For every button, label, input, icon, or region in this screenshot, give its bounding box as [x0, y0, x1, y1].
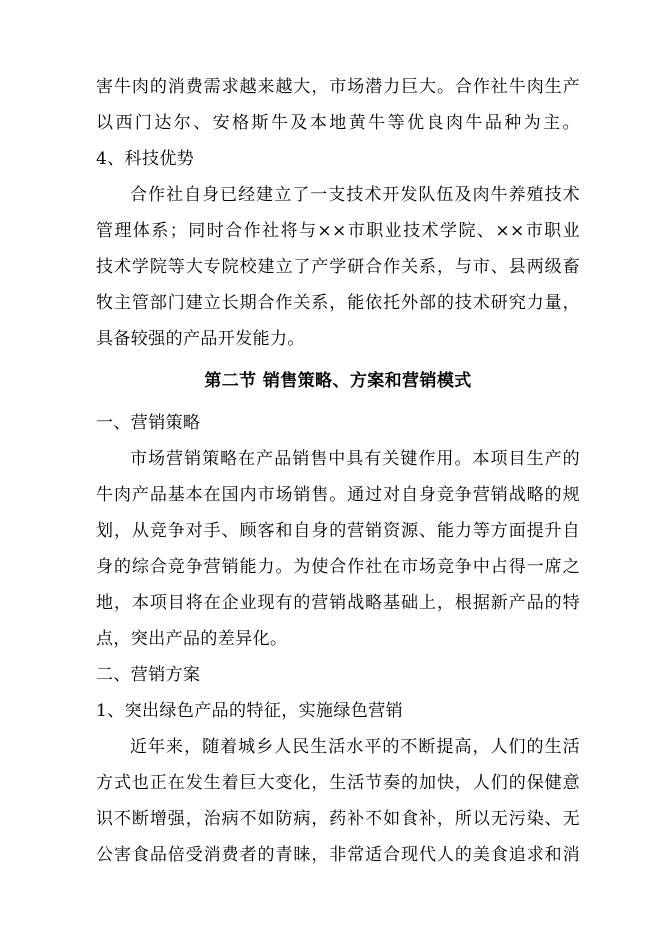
paragraph-line: 身的综合竞争营销能力。为使合作社在市场竞争中占得一席之 [96, 557, 580, 577]
paragraph-line: 点，突出产品的差异化。 [96, 629, 288, 649]
paragraph-line: 以西门达尔、安格斯牛及本地黄牛等优良肉牛品种为主。 [96, 113, 580, 133]
paragraph-line: 具备较强的产品开发能力。 [96, 329, 305, 349]
paragraph-line: 划，从竞争对手、顾客和自身的营销资源、能力等方面提升自 [96, 521, 580, 541]
paragraph-line: 管理体系；同时合作社将与××市职业技术学院、××市职业 [96, 221, 580, 241]
paragraph-line: 市场营销策略在产品销售中具有关键作用。本项目生产的 [130, 449, 580, 469]
paragraph-line: 牛肉产品基本在国内市场销售。通过对自身竞争营销战略的规 [96, 485, 580, 505]
paragraph-line: 害牛肉的消费需求越来越大，市场潜力巨大。合作社牛肉生产 [96, 77, 580, 97]
subsection-heading-green-marketing: 1、突出绿色产品的特征，实施绿色营销 [96, 701, 404, 721]
paragraph-line: 方式也正在发生着巨大变化，生活节奏的加快，人们的保健意 [96, 773, 580, 793]
paragraph-line: 技术学院等大专院校建立了产学研合作关系，与市、县两级畜 [96, 257, 580, 277]
subsection-heading-tech-advantage: 4、科技优势 [96, 149, 195, 169]
paragraph-line: 地，本项目将在企业现有的营销战略基础上，根据新产品的特 [96, 593, 580, 613]
paragraph-line: 近年来，随着城乡人民生活水平的不断提高，人们的生活 [130, 737, 580, 757]
paragraph-line: 合作社自身已经建立了一支技术开发队伍及肉牛养殖技术 [130, 185, 580, 205]
paragraph-line: 识不断增强，治病不如防病，药补不如食补，所以无污染、无 [96, 809, 580, 829]
section-heading-marketing-plan: 二、营销方案 [96, 665, 201, 685]
section-heading-marketing-strategy: 一、营销策略 [96, 413, 201, 433]
paragraph-line: 牧主管部门建立长期合作关系，能依托外部的技术研究力量， [96, 293, 580, 313]
paragraph-line: 公害食品倍受消费者的青睐，非常适合现代人的美食追求和消 [96, 845, 580, 865]
section-title: 第二节 销售策略、方案和营销模式 [204, 371, 472, 391]
